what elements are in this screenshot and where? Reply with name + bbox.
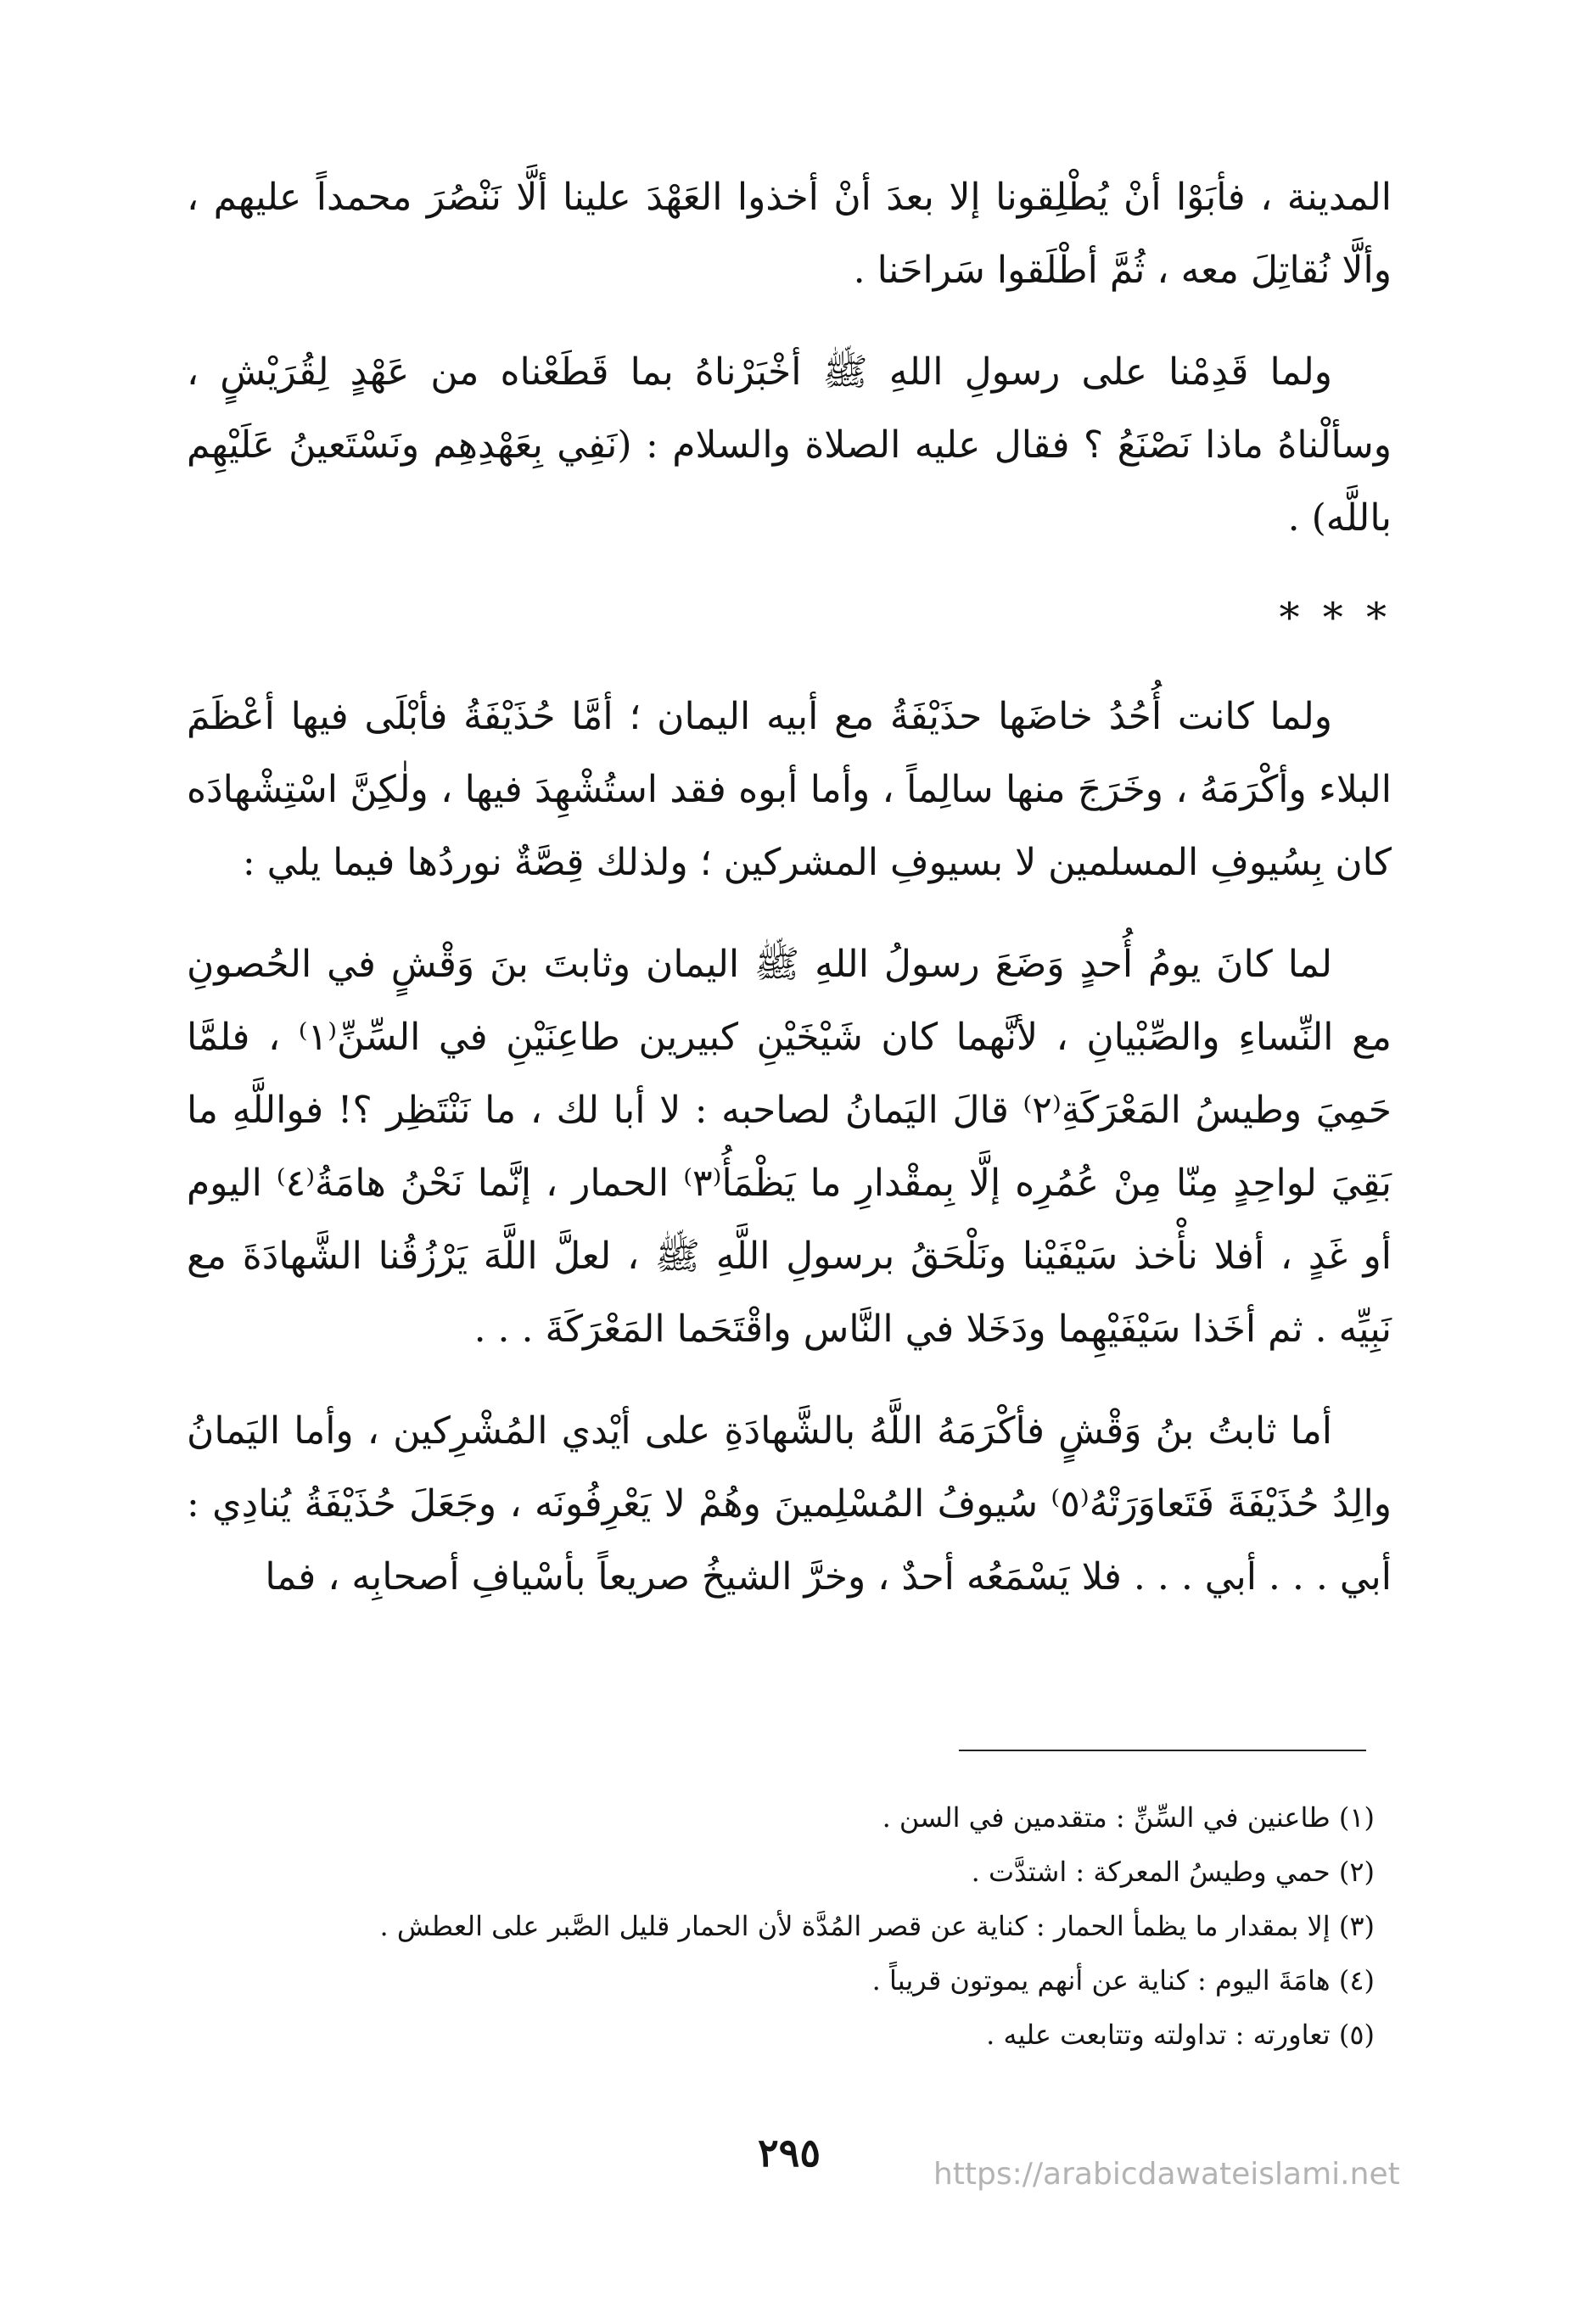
paragraph-2: ولما قَدِمْنا على رسولِ اللهِ ﷺ أخْبَرْناهُ بما قَطَعْناه من عَهْدٍ لِقُرَيْشٍ ، وسألْناهُ ماذا نَصْنَعُ ؟ فقال عليه الصلاة والسلام : (نَفِي بِعَهْدِهِم ونَسْتَعينُ عَلَيْهِم باللَّه) . xyxy=(187,350,1392,540)
section-separator: * * * xyxy=(1279,594,1392,641)
paragraph-4: لما كانَ يومُ أُحدٍ وَضَعَ رسولُ اللهِ ﷺ اليمان وثابتَ بنَ وَقْشٍ في الحُصونِ مع النِّساءِ والصِّبْيانِ ، لأنَّهما كان شَيْخَيْنِ كبيرين طاعِنَيْنِ في السِّنِّ⁽١⁾ ، فلمَّا حَمِيَ وطيسُ المَعْرَكَةِ⁽٢⁾ قالَ اليَمانُ لصاحبه : لا أبا لك ، ما نَنْتَظِر ؟! فواللَّهِ ما بَقِيَ لواحِدٍ مِنّا مِنْ عُمُرِه إلَّا بِمقْدارِ ما يَظْمَأُ⁽٣⁾ الحمار ، إنَّما نَحْنُ هامَةُ⁽٤⁾ اليوم أو غَدٍ ، أفلا نأْخذ سَيْفَيْنا ونَلْحَقُ برسولِ اللَّهِ ﷺ ، لعلَّ اللَّهَ يَرْزُقُنا الشَّهادَةَ مع نَبِيِّه . ثم أخَذا سَيْفَيْهِما ودَخَلا في النَّاس واقْتَحَما المَعْرَكَةَ . . . xyxy=(187,943,1392,1351)
footnote-4: (٤) هامَةَ اليوم : كناية عن أنهم يموتون قريباً . xyxy=(871,1964,1375,1996)
footnote-divider xyxy=(959,1750,1366,1751)
footnote-2: (٢) حمي وطيسُ المعركة : اشتدَّت . xyxy=(971,1856,1375,1888)
paragraph-5: أما ثابتُ بنُ وَقْشٍ فأكْرَمَهُ اللَّهُ بالشَّهادَةِ على أيْدي المُشْرِكين ، وأما اليَمانُ والِدُ حُذَيْفَةَ فَتَعاوَرَتْهُ⁽٥⁾ سُيوفُ المُسْلِمينَ وهُمْ لا يَعْرِفُونَه ، وجَعَلَ حُذَيْفَةُ يُنادِي : أبي . . . أبي . . . فلا يَسْمَعُه أحدٌ ، وخرَّ الشيخُ صريعاً بأسْيافِ أصحابِه ، فما xyxy=(187,1409,1392,1599)
paragraph-1: المدينة ، فأبَوْا أنْ يُطْلِقونا إلا بعدَ أنْ أخذوا العَهْدَ علينا ألَّا نَنْصُرَ محمداً عليهم ، وألَّا نُقاتِلَ معه ، ثُمَّ أطْلَقوا سَراحَنا . xyxy=(187,176,1392,292)
main-text xyxy=(187,161,1392,1643)
watermark-url: https://arabicdawateislami.net xyxy=(933,2157,1400,2192)
footnote-3: (٣) إلا بمقدار ما يظمأ الحمار : كناية عن قصر المُدَّة لأن الحمار قليل الصَّبر على العطش . xyxy=(379,1910,1375,1942)
page-number: ٢٩٥ xyxy=(757,2130,821,2176)
footnote-1: (١) طاعنين في السِّنِّ : متقدمين في السن . xyxy=(882,1801,1375,1834)
footnote-5: (٥) تعاورته : تداولته وتتابعت عليه . xyxy=(986,2019,1375,2051)
footnotes xyxy=(187,1790,1375,2062)
paragraph-3: ولما كانت أُحُدُ خاضَها حذَيْفَةُ مع أبيه اليمان ؛ أمَّا حُذَيْفَةُ فأبْلَى فيها أعْظَمَ البلاء وأكْرَمَهُ ، وخَرَجَ منها سالِماً ، وأما أبوه فقد استُشْهِدَ فيها ، ولٰكِنَّ اسْتِشْهادَه كان بِسُيوفِ المسلمين لا بسيوفِ المشركين ؛ ولذلك قِصَّةٌ نوردُها فيما يلي : xyxy=(187,695,1392,884)
